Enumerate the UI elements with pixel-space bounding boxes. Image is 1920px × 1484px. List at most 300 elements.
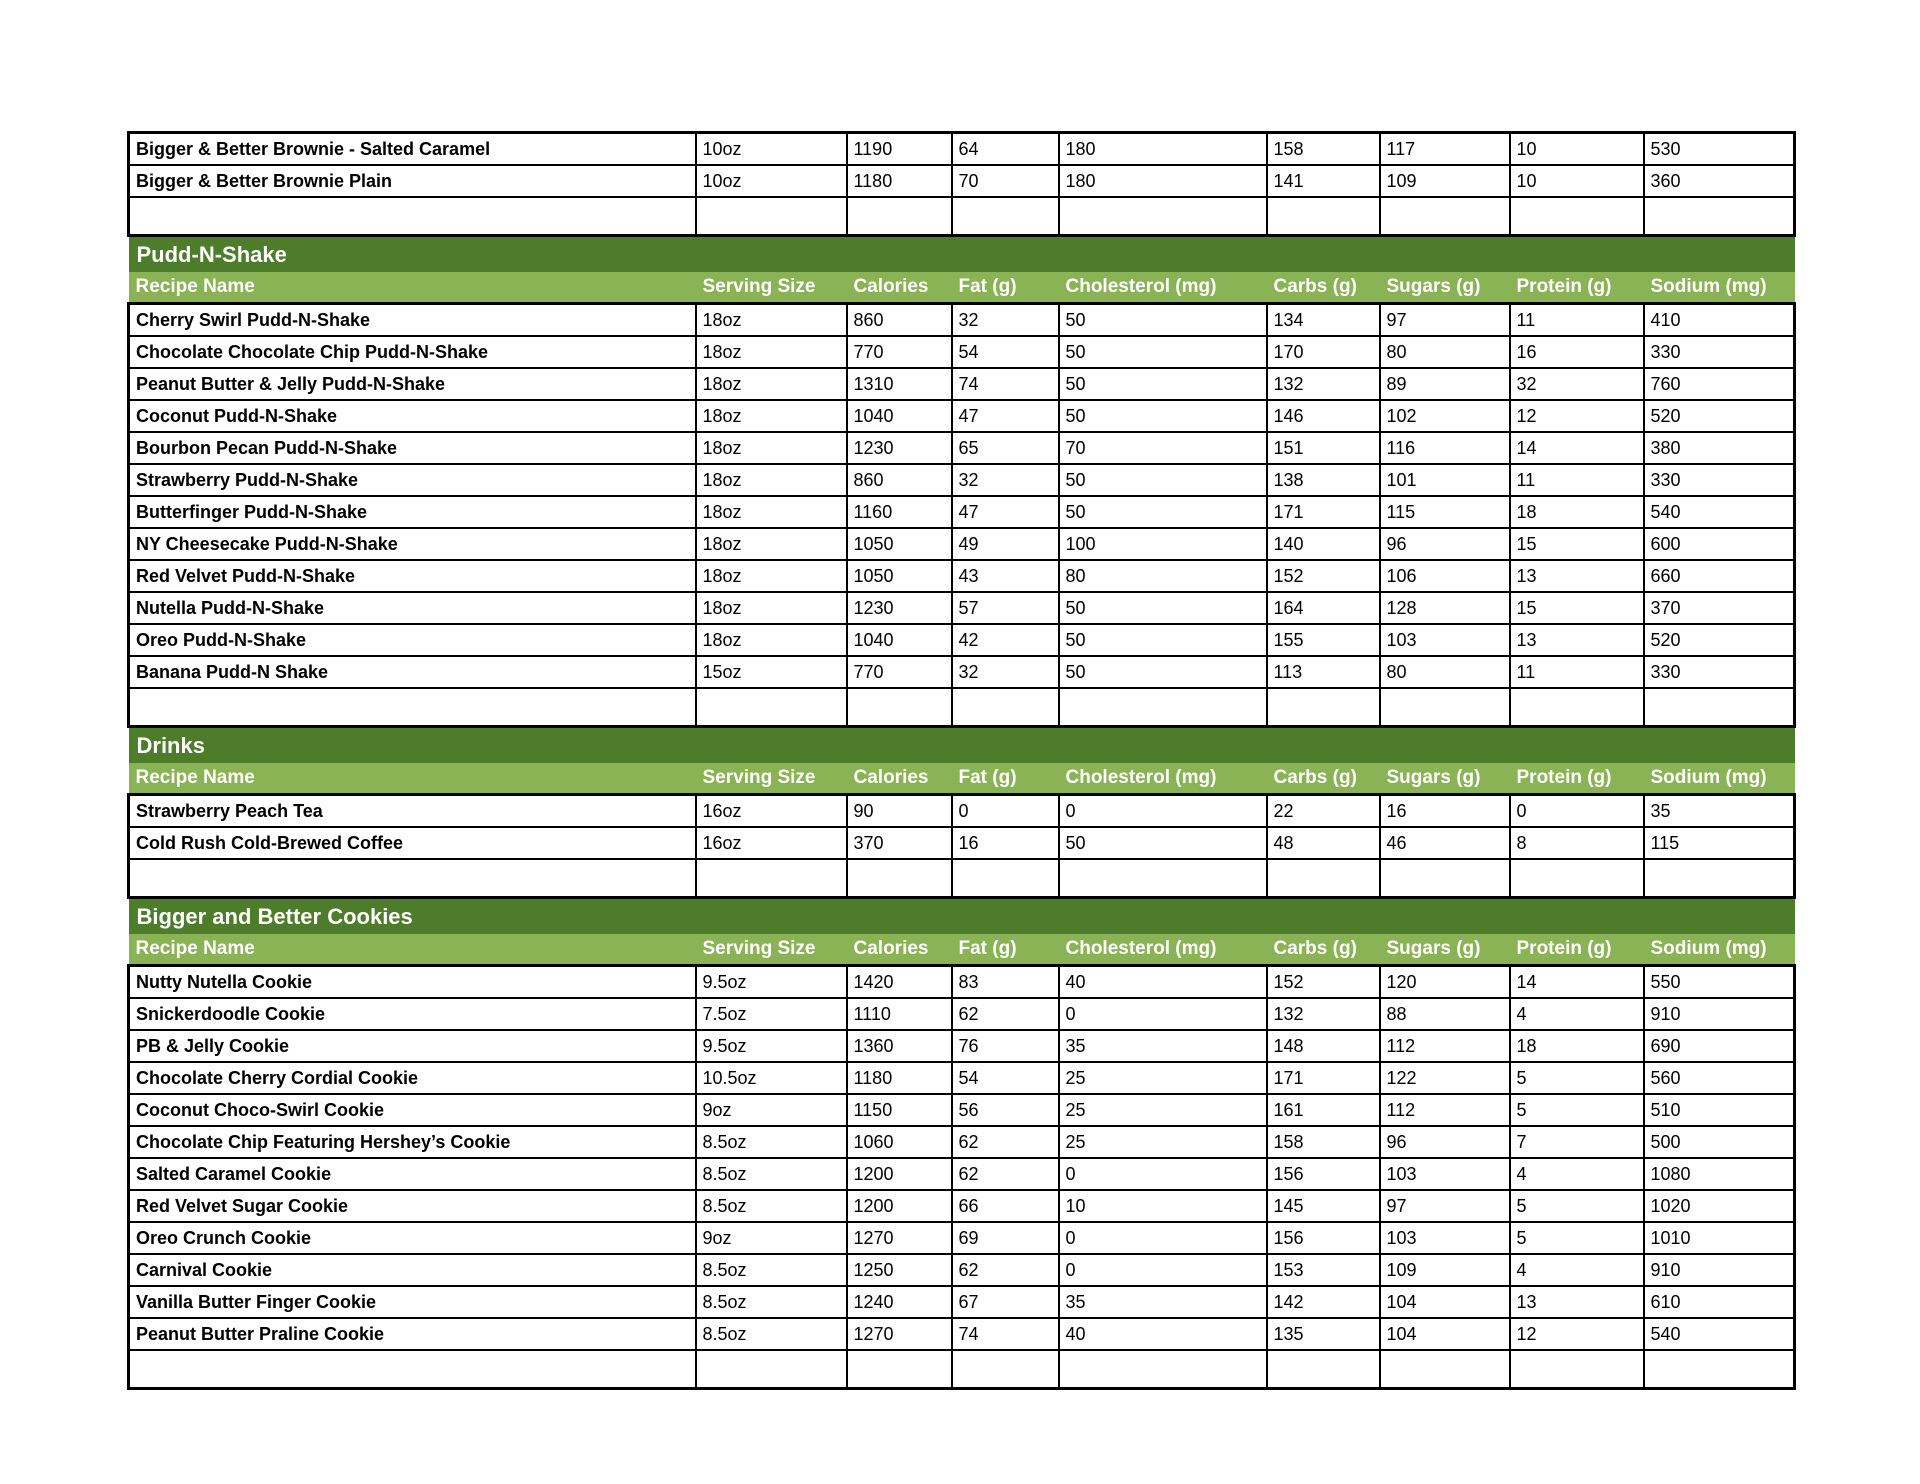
- value-cell: 62: [952, 1126, 1059, 1158]
- value-cell: 1050: [847, 560, 952, 592]
- empty-spacer-row: [129, 1350, 1795, 1389]
- value-cell: 330: [1644, 656, 1795, 688]
- column-header-fat: Fat (g): [952, 272, 1059, 304]
- empty-cell: [1510, 859, 1644, 898]
- value-cell: 83: [952, 966, 1059, 999]
- column-header-protein: Protein (g): [1510, 763, 1644, 795]
- recipe-name-cell: Oreo Crunch Cookie: [129, 1222, 696, 1254]
- recipe-name-cell: Salted Caramel Cookie: [129, 1158, 696, 1190]
- value-cell: 156: [1267, 1158, 1380, 1190]
- column-header-calories: Calories: [847, 763, 952, 795]
- column-header-serving-size: Serving Size: [696, 763, 847, 795]
- empty-cell: [1644, 197, 1795, 236]
- recipe-name-cell: Strawberry Pudd-N-Shake: [129, 464, 696, 496]
- value-cell: 16oz: [696, 795, 847, 828]
- value-cell: 1230: [847, 432, 952, 464]
- table-section-drinks: [127, 728, 1796, 899]
- value-cell: 70: [952, 165, 1059, 197]
- value-cell: 8.5oz: [696, 1318, 847, 1350]
- value-cell: 1180: [847, 1062, 952, 1094]
- value-cell: 180: [1059, 165, 1267, 197]
- table-row: [129, 464, 1795, 496]
- value-cell: 14: [1510, 966, 1644, 999]
- empty-cell: [129, 859, 696, 898]
- value-cell: 18: [1510, 496, 1644, 528]
- column-header-fat: Fat (g): [952, 763, 1059, 795]
- value-cell: 1270: [847, 1318, 952, 1350]
- value-cell: 50: [1059, 656, 1267, 688]
- value-cell: 50: [1059, 592, 1267, 624]
- empty-cell: [1059, 197, 1267, 236]
- value-cell: 97: [1380, 1190, 1510, 1222]
- table-row: [129, 1254, 1795, 1286]
- value-cell: 5: [1510, 1222, 1644, 1254]
- value-cell: 50: [1059, 624, 1267, 656]
- nutrition-table-document: [127, 131, 1793, 1390]
- table-row: [129, 400, 1795, 432]
- recipe-name-cell: Coconut Choco-Swirl Cookie: [129, 1094, 696, 1126]
- section-header: [129, 728, 1795, 795]
- empty-cell: [1644, 1350, 1795, 1389]
- value-cell: 115: [1380, 496, 1510, 528]
- value-cell: 158: [1267, 133, 1380, 166]
- value-cell: 42: [952, 624, 1059, 656]
- value-cell: 132: [1267, 368, 1380, 400]
- value-cell: 32: [952, 304, 1059, 337]
- value-cell: 16: [1510, 336, 1644, 368]
- table-row: [129, 304, 1795, 337]
- empty-cell: [1380, 688, 1510, 727]
- value-cell: 96: [1380, 528, 1510, 560]
- value-cell: 128: [1380, 592, 1510, 624]
- empty-cell: [952, 1350, 1059, 1389]
- value-cell: 16: [952, 827, 1059, 859]
- value-cell: 10oz: [696, 133, 847, 166]
- value-cell: 142: [1267, 1286, 1380, 1318]
- value-cell: 11: [1510, 464, 1644, 496]
- value-cell: 330: [1644, 336, 1795, 368]
- recipe-name-cell: Peanut Butter Praline Cookie: [129, 1318, 696, 1350]
- empty-spacer-row: [129, 859, 1795, 898]
- value-cell: 89: [1380, 368, 1510, 400]
- value-cell: 550: [1644, 966, 1795, 999]
- value-cell: 80: [1059, 560, 1267, 592]
- value-cell: 62: [952, 998, 1059, 1030]
- value-cell: 15: [1510, 592, 1644, 624]
- value-cell: 1200: [847, 1190, 952, 1222]
- value-cell: 370: [847, 827, 952, 859]
- value-cell: 530: [1644, 133, 1795, 166]
- recipe-name-cell: Cherry Swirl Pudd-N-Shake: [129, 304, 696, 337]
- value-cell: 11: [1510, 656, 1644, 688]
- value-cell: 152: [1267, 966, 1380, 999]
- value-cell: 1180: [847, 165, 952, 197]
- table-body: [129, 133, 1795, 236]
- value-cell: 40: [1059, 966, 1267, 999]
- empty-cell: [696, 688, 847, 727]
- value-cell: 104: [1380, 1318, 1510, 1350]
- value-cell: 74: [952, 368, 1059, 400]
- value-cell: 35: [1059, 1030, 1267, 1062]
- value-cell: 15: [1510, 528, 1644, 560]
- value-cell: 132: [1267, 998, 1380, 1030]
- recipe-name-cell: Nutella Pudd-N-Shake: [129, 592, 696, 624]
- value-cell: 610: [1644, 1286, 1795, 1318]
- empty-cell: [847, 1350, 952, 1389]
- value-cell: 80: [1380, 336, 1510, 368]
- empty-cell: [696, 197, 847, 236]
- value-cell: 18oz: [696, 464, 847, 496]
- value-cell: 1360: [847, 1030, 952, 1062]
- value-cell: 10: [1510, 133, 1644, 166]
- value-cell: 109: [1380, 1254, 1510, 1286]
- column-header-protein: Protein (g): [1510, 272, 1644, 304]
- value-cell: 69: [952, 1222, 1059, 1254]
- value-cell: 88: [1380, 998, 1510, 1030]
- value-cell: 8.5oz: [696, 1286, 847, 1318]
- value-cell: 520: [1644, 624, 1795, 656]
- empty-cell: [696, 1350, 847, 1389]
- value-cell: 8.5oz: [696, 1126, 847, 1158]
- table-body: [129, 304, 1795, 727]
- value-cell: 1250: [847, 1254, 952, 1286]
- table-row: [129, 1158, 1795, 1190]
- value-cell: 104: [1380, 1286, 1510, 1318]
- value-cell: 67: [952, 1286, 1059, 1318]
- value-cell: 1040: [847, 624, 952, 656]
- table-row: [129, 656, 1795, 688]
- empty-cell: [1059, 1350, 1267, 1389]
- value-cell: 860: [847, 464, 952, 496]
- recipe-name-cell: Bigger & Better Brownie Plain: [129, 165, 696, 197]
- value-cell: 57: [952, 592, 1059, 624]
- table-row: [129, 592, 1795, 624]
- empty-cell: [1380, 197, 1510, 236]
- value-cell: 8.5oz: [696, 1158, 847, 1190]
- table-row: [129, 133, 1795, 166]
- value-cell: 112: [1380, 1030, 1510, 1062]
- value-cell: 540: [1644, 496, 1795, 528]
- value-cell: 180: [1059, 133, 1267, 166]
- value-cell: 171: [1267, 1062, 1380, 1094]
- value-cell: 140: [1267, 528, 1380, 560]
- value-cell: 56: [952, 1094, 1059, 1126]
- value-cell: 148: [1267, 1030, 1380, 1062]
- value-cell: 32: [952, 656, 1059, 688]
- recipe-name-cell: Chocolate Chip Featuring Hershey’s Cookie: [129, 1126, 696, 1158]
- value-cell: 1270: [847, 1222, 952, 1254]
- value-cell: 13: [1510, 560, 1644, 592]
- value-cell: 910: [1644, 1254, 1795, 1286]
- table-row: [129, 1062, 1795, 1094]
- empty-cell: [1380, 859, 1510, 898]
- value-cell: 25: [1059, 1062, 1267, 1094]
- value-cell: 0: [1510, 795, 1644, 828]
- value-cell: 117: [1380, 133, 1510, 166]
- table-row: [129, 432, 1795, 464]
- value-cell: 145: [1267, 1190, 1380, 1222]
- recipe-name-cell: Red Velvet Pudd-N-Shake: [129, 560, 696, 592]
- column-header-cholesterol: Cholesterol (mg): [1059, 272, 1267, 304]
- value-cell: 102: [1380, 400, 1510, 432]
- column-header-sugars: Sugars (g): [1380, 763, 1510, 795]
- value-cell: 18oz: [696, 336, 847, 368]
- recipe-name-cell: Vanilla Butter Finger Cookie: [129, 1286, 696, 1318]
- value-cell: 770: [847, 336, 952, 368]
- table-row: [129, 624, 1795, 656]
- value-cell: 138: [1267, 464, 1380, 496]
- table-section-cookies: [127, 899, 1796, 1390]
- empty-cell: [1510, 197, 1644, 236]
- table-row: [129, 1030, 1795, 1062]
- value-cell: 76: [952, 1030, 1059, 1062]
- section-title: Pudd-N-Shake: [129, 237, 1795, 272]
- value-cell: 0: [1059, 1158, 1267, 1190]
- value-cell: 135: [1267, 1318, 1380, 1350]
- section-title: Bigger and Better Cookies: [129, 899, 1795, 934]
- value-cell: 5: [1510, 1094, 1644, 1126]
- value-cell: 146: [1267, 400, 1380, 432]
- value-cell: 103: [1380, 1222, 1510, 1254]
- recipe-name-cell: Red Velvet Sugar Cookie: [129, 1190, 696, 1222]
- value-cell: 11: [1510, 304, 1644, 337]
- table-section-brownies: [127, 131, 1796, 237]
- value-cell: 18oz: [696, 400, 847, 432]
- value-cell: 161: [1267, 1094, 1380, 1126]
- value-cell: 1230: [847, 592, 952, 624]
- column-header-protein: Protein (g): [1510, 934, 1644, 966]
- recipe-name-cell: Peanut Butter & Jelly Pudd-N-Shake: [129, 368, 696, 400]
- recipe-name-cell: PB & Jelly Cookie: [129, 1030, 696, 1062]
- value-cell: 5: [1510, 1190, 1644, 1222]
- table-row: [129, 827, 1795, 859]
- value-cell: 32: [1510, 368, 1644, 400]
- value-cell: 1020: [1644, 1190, 1795, 1222]
- table-row: [129, 1190, 1795, 1222]
- value-cell: 18oz: [696, 368, 847, 400]
- value-cell: 49: [952, 528, 1059, 560]
- empty-cell: [1510, 1350, 1644, 1389]
- value-cell: 8: [1510, 827, 1644, 859]
- value-cell: 50: [1059, 827, 1267, 859]
- value-cell: 7: [1510, 1126, 1644, 1158]
- value-cell: 112: [1380, 1094, 1510, 1126]
- value-cell: 1240: [847, 1286, 952, 1318]
- value-cell: 54: [952, 1062, 1059, 1094]
- value-cell: 0: [1059, 1254, 1267, 1286]
- empty-cell: [1644, 688, 1795, 727]
- value-cell: 18oz: [696, 496, 847, 528]
- table-row: [129, 496, 1795, 528]
- column-header-sugars: Sugars (g): [1380, 934, 1510, 966]
- column-header-sodium: Sodium (mg): [1644, 934, 1795, 966]
- value-cell: 1010: [1644, 1222, 1795, 1254]
- value-cell: 860: [847, 304, 952, 337]
- column-header-sodium: Sodium (mg): [1644, 763, 1795, 795]
- value-cell: 1150: [847, 1094, 952, 1126]
- empty-cell: [129, 1350, 696, 1389]
- value-cell: 116: [1380, 432, 1510, 464]
- value-cell: 48: [1267, 827, 1380, 859]
- value-cell: 5: [1510, 1062, 1644, 1094]
- value-cell: 770: [847, 656, 952, 688]
- value-cell: 62: [952, 1158, 1059, 1190]
- value-cell: 760: [1644, 368, 1795, 400]
- section-header: [129, 237, 1795, 304]
- value-cell: 74: [952, 1318, 1059, 1350]
- value-cell: 370: [1644, 592, 1795, 624]
- column-header-cholesterol: Cholesterol (mg): [1059, 763, 1267, 795]
- section-title: Drinks: [129, 728, 1795, 763]
- value-cell: 103: [1380, 624, 1510, 656]
- recipe-name-cell: Chocolate Cherry Cordial Cookie: [129, 1062, 696, 1094]
- value-cell: 10.5oz: [696, 1062, 847, 1094]
- value-cell: 7.5oz: [696, 998, 847, 1030]
- value-cell: 1160: [847, 496, 952, 528]
- value-cell: 25: [1059, 1094, 1267, 1126]
- value-cell: 520: [1644, 400, 1795, 432]
- value-cell: 97: [1380, 304, 1510, 337]
- table-row: [129, 528, 1795, 560]
- value-cell: 101: [1380, 464, 1510, 496]
- empty-cell: [952, 688, 1059, 727]
- column-header-recipe-name: Recipe Name: [129, 272, 696, 304]
- value-cell: 46: [1380, 827, 1510, 859]
- empty-cell: [847, 197, 952, 236]
- value-cell: 0: [1059, 1222, 1267, 1254]
- value-cell: 50: [1059, 304, 1267, 337]
- value-cell: 14: [1510, 432, 1644, 464]
- recipe-name-cell: Cold Rush Cold-Brewed Coffee: [129, 827, 696, 859]
- column-header-calories: Calories: [847, 272, 952, 304]
- value-cell: 910: [1644, 998, 1795, 1030]
- value-cell: 12: [1510, 1318, 1644, 1350]
- empty-cell: [696, 859, 847, 898]
- value-cell: 600: [1644, 528, 1795, 560]
- column-header-row: [129, 763, 1795, 795]
- value-cell: 18oz: [696, 528, 847, 560]
- value-cell: 18oz: [696, 592, 847, 624]
- table-row: [129, 1286, 1795, 1318]
- value-cell: 18oz: [696, 560, 847, 592]
- value-cell: 156: [1267, 1222, 1380, 1254]
- value-cell: 1050: [847, 528, 952, 560]
- column-header-row: [129, 934, 1795, 966]
- table-body: [129, 966, 1795, 1389]
- value-cell: 35: [1644, 795, 1795, 828]
- value-cell: 109: [1380, 165, 1510, 197]
- section-title-bar: [129, 728, 1795, 763]
- value-cell: 660: [1644, 560, 1795, 592]
- value-cell: 330: [1644, 464, 1795, 496]
- empty-cell: [1267, 688, 1380, 727]
- table-body: [129, 795, 1795, 898]
- value-cell: 151: [1267, 432, 1380, 464]
- value-cell: 50: [1059, 496, 1267, 528]
- value-cell: 66: [952, 1190, 1059, 1222]
- value-cell: 47: [952, 496, 1059, 528]
- empty-cell: [1510, 688, 1644, 727]
- empty-cell: [1267, 197, 1380, 236]
- value-cell: 1080: [1644, 1158, 1795, 1190]
- recipe-name-cell: Nutty Nutella Cookie: [129, 966, 696, 999]
- column-header-serving-size: Serving Size: [696, 934, 847, 966]
- table-row: [129, 1126, 1795, 1158]
- value-cell: 54: [952, 336, 1059, 368]
- table-section-pudd-n-shake: [127, 237, 1796, 728]
- value-cell: 18oz: [696, 432, 847, 464]
- value-cell: 100: [1059, 528, 1267, 560]
- value-cell: 410: [1644, 304, 1795, 337]
- value-cell: 50: [1059, 464, 1267, 496]
- value-cell: 50: [1059, 400, 1267, 432]
- value-cell: 40: [1059, 1318, 1267, 1350]
- value-cell: 0: [952, 795, 1059, 828]
- value-cell: 9.5oz: [696, 1030, 847, 1062]
- value-cell: 13: [1510, 1286, 1644, 1318]
- empty-cell: [952, 197, 1059, 236]
- value-cell: 380: [1644, 432, 1795, 464]
- recipe-name-cell: Snickerdoodle Cookie: [129, 998, 696, 1030]
- value-cell: 1200: [847, 1158, 952, 1190]
- recipe-name-cell: Chocolate Chocolate Chip Pudd-N-Shake: [129, 336, 696, 368]
- value-cell: 153: [1267, 1254, 1380, 1286]
- value-cell: 1190: [847, 133, 952, 166]
- column-header-fat: Fat (g): [952, 934, 1059, 966]
- value-cell: 80: [1380, 656, 1510, 688]
- value-cell: 115: [1644, 827, 1795, 859]
- value-cell: 1040: [847, 400, 952, 432]
- empty-cell: [1380, 1350, 1510, 1389]
- value-cell: 8.5oz: [696, 1254, 847, 1286]
- value-cell: 62: [952, 1254, 1059, 1286]
- column-header-cholesterol: Cholesterol (mg): [1059, 934, 1267, 966]
- column-header-carbs: Carbs (g): [1267, 763, 1380, 795]
- value-cell: 10oz: [696, 165, 847, 197]
- empty-cell: [1059, 688, 1267, 727]
- value-cell: 18: [1510, 1030, 1644, 1062]
- value-cell: 96: [1380, 1126, 1510, 1158]
- value-cell: 510: [1644, 1094, 1795, 1126]
- recipe-name-cell: Bourbon Pecan Pudd-N-Shake: [129, 432, 696, 464]
- value-cell: 9oz: [696, 1094, 847, 1126]
- value-cell: 4: [1510, 998, 1644, 1030]
- value-cell: 360: [1644, 165, 1795, 197]
- table-row: [129, 560, 1795, 592]
- value-cell: 1110: [847, 998, 952, 1030]
- value-cell: 170: [1267, 336, 1380, 368]
- table-row: [129, 368, 1795, 400]
- empty-cell: [952, 859, 1059, 898]
- table-row: [129, 795, 1795, 828]
- value-cell: 1060: [847, 1126, 952, 1158]
- table-row: [129, 1222, 1795, 1254]
- value-cell: 64: [952, 133, 1059, 166]
- recipe-name-cell: Carnival Cookie: [129, 1254, 696, 1286]
- empty-cell: [1267, 859, 1380, 898]
- empty-spacer-row: [129, 197, 1795, 236]
- value-cell: 106: [1380, 560, 1510, 592]
- column-header-sugars: Sugars (g): [1380, 272, 1510, 304]
- recipe-name-cell: Oreo Pudd-N-Shake: [129, 624, 696, 656]
- value-cell: 32: [952, 464, 1059, 496]
- value-cell: 90: [847, 795, 952, 828]
- recipe-name-cell: Bigger & Better Brownie - Salted Caramel: [129, 133, 696, 166]
- empty-cell: [1644, 859, 1795, 898]
- column-header-serving-size: Serving Size: [696, 272, 847, 304]
- value-cell: 10: [1510, 165, 1644, 197]
- column-header-recipe-name: Recipe Name: [129, 763, 696, 795]
